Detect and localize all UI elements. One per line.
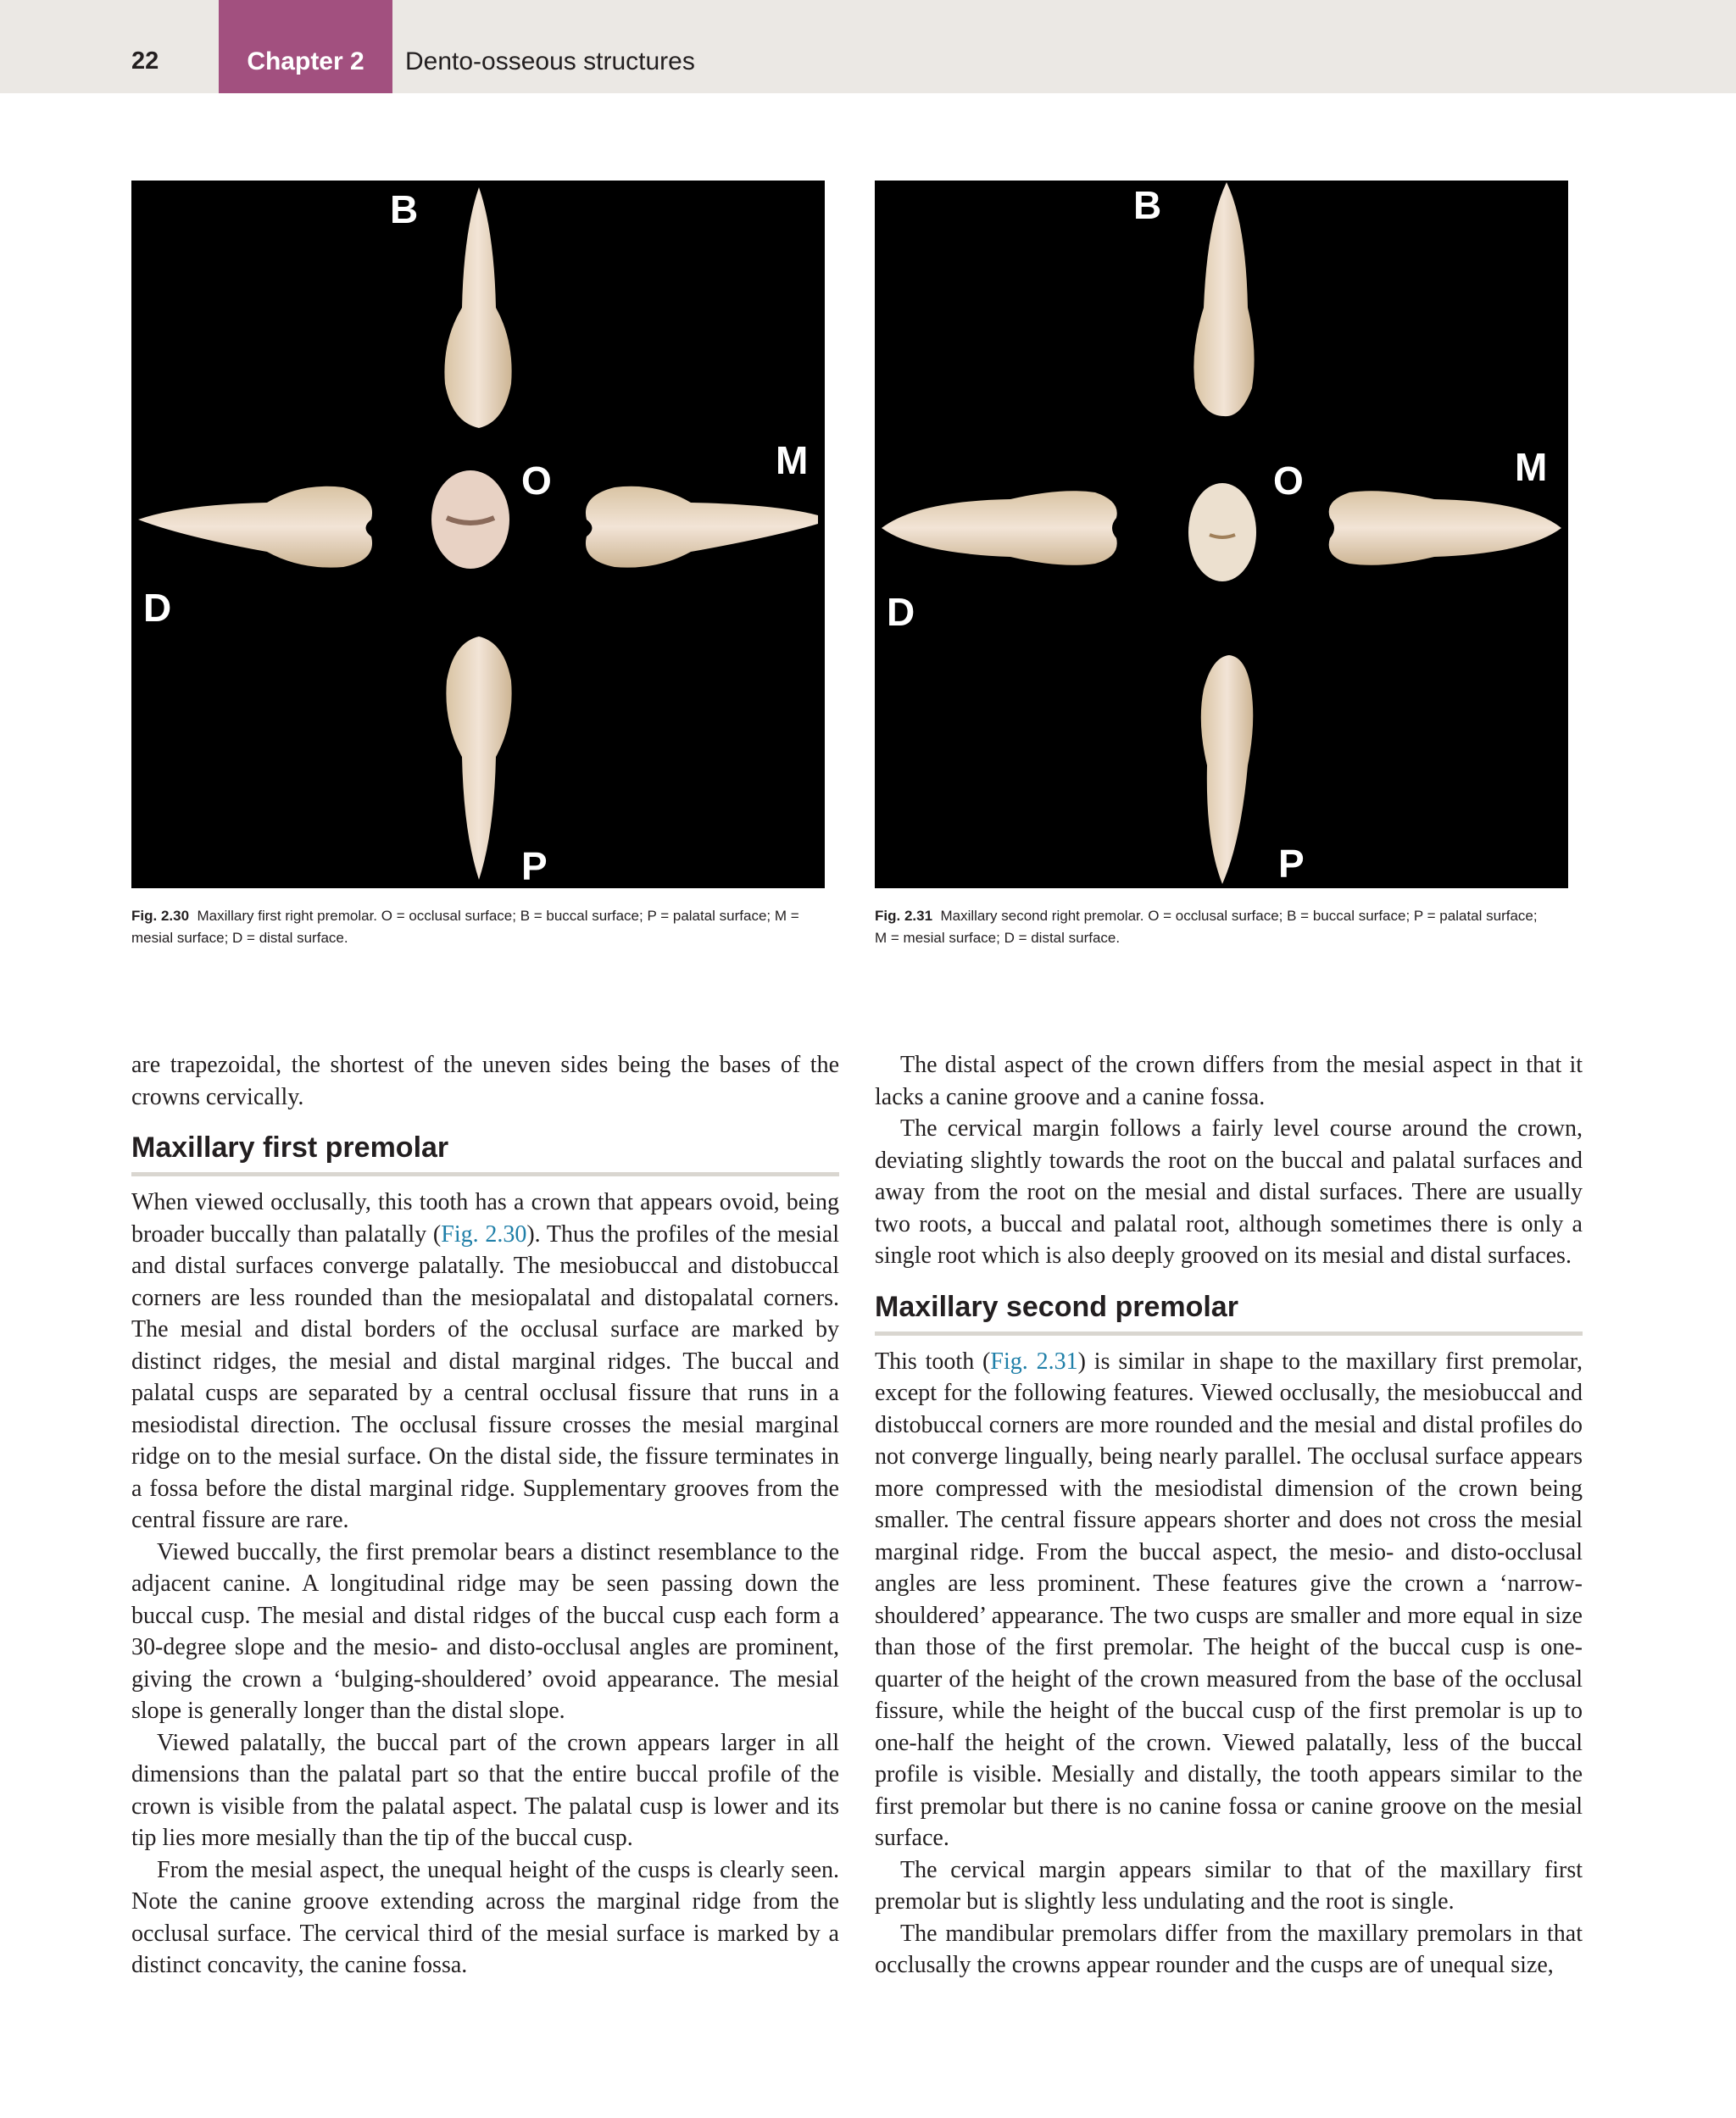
section-heading-second-premolar: Maxillary second premolar xyxy=(875,1289,1583,1336)
paragraph xyxy=(875,1346,1583,1854)
left-column xyxy=(131,1049,839,1982)
figure-2-31 xyxy=(875,181,1568,888)
caption-text: Maxillary first right premolar. O = occlusal surface; B = buccal surface; P = palatal surface; M = mesial surface; D = distal surface. xyxy=(131,908,799,946)
label-b: B xyxy=(1133,183,1162,227)
chapter-tab xyxy=(219,0,392,93)
label-d: D xyxy=(143,586,172,630)
paragraph: Viewed palatally, the buccal part of the crown appears larger in all dimensions than the palatal part so that the entire buccal profile of the crown is visible from the palatal aspect. The palatal cusp is lower and its tip lies more mesially than the tip of the buccal cusp. xyxy=(131,1729,839,1851)
caption-text: Maxillary second right premolar. O = occlusal surface; B = buccal surface; P = palatal surface; M = mesial surface; D = distal surface. xyxy=(875,908,1538,946)
paragraph: The cervical margin appears similar to that of the maxillary first premolar but is slightly less undulating and the root is single. xyxy=(875,1856,1583,1915)
section-heading-first-premolar: Maxillary first premolar xyxy=(131,1130,839,1176)
figure-2-30 xyxy=(131,181,825,888)
figure-link-2-30[interactable]: Fig. 2.30 xyxy=(441,1220,527,1248)
label-p: P xyxy=(1278,842,1305,886)
label-m: M xyxy=(1515,445,1548,489)
chapter-title: Dento-osseous structures xyxy=(405,47,695,75)
label-p: P xyxy=(521,844,548,888)
text-run: This tooth ( xyxy=(875,1348,991,1375)
text-run: When viewed occlusally, this tooth has a crown that appears ovoid, being broader buccally than palatally ( xyxy=(131,1189,839,1248)
label-o: O xyxy=(1273,459,1304,503)
tooth-photo-second-premolar xyxy=(875,181,1568,888)
caption-fig-2-31 xyxy=(875,905,1544,949)
label-b: B xyxy=(390,187,419,231)
label-o: O xyxy=(521,459,552,503)
paragraph: are trapezoidal, the shortest of the uneven sides being the bases of the crowns cervically. xyxy=(131,1052,839,1110)
paragraph: The mandibular premolars differ from the maxillary premolars in that occlusally the crowns appear rounder and the cusps are of unequal size, xyxy=(875,1920,1583,1978)
paragraph: From the mesial aspect, the unequal height of the cusps is clearly seen. Note the canine groove extending across the marginal ridge from the occlusal surface. The cervical third of the mesial surface is marked by a distinct concavity, the canine fossa. xyxy=(131,1856,839,1978)
text-run: ). Thus the profiles of the mesial and distal surfaces converge palatally. The mesiobuccal and distobuccal corners are less rounded than the mesiopalatal and distopalatal corners. The mesial and distal borders of the occlusal surface are marked by distinct ridges, the mesial and distal marginal ridges. The buccal and palatal cusps are separated by a central occlusal fissure that runs in a mesiodistal direction. The occlusal fissure crosses the mesial marginal ridge on to the mesial surface. On the distal side, the fissure terminates in a fossa before the distal marginal ridge. Supplementary grooves from the central fissure are rare. xyxy=(131,1220,839,1533)
caption-number: Fig. 2.31 xyxy=(875,908,933,924)
chapter-label: Chapter 2 xyxy=(247,47,364,75)
right-column xyxy=(875,1049,1583,1982)
figure-link-2-31[interactable]: Fig. 2.31 xyxy=(990,1348,1078,1375)
paragraph: The cervical margin follows a fairly level course around the crown, deviating slightly towards the root on the buccal and palatal surfaces and away from the root on the mesial and distal surfaces. There are usually two roots, a buccal and palatal root, although sometimes there is only a single root which is also deeply grooved on its mesial and distal surfaces. xyxy=(875,1115,1583,1269)
caption-fig-2-30 xyxy=(131,905,801,949)
tooth-photo-first-premolar xyxy=(131,181,825,888)
paragraph xyxy=(131,1187,839,1537)
caption-number: Fig. 2.30 xyxy=(131,908,190,924)
running-header xyxy=(0,0,1736,93)
paragraph: The distal aspect of the crown differs from the mesial aspect in that it lacks a canine groove and a canine fossa. xyxy=(875,1052,1583,1110)
label-m: M xyxy=(776,438,809,482)
paragraph: Viewed buccally, the first premolar bears a distinct resemblance to the adjacent canine. A longitudinal ridge may be seen passing down the buccal cusp. The mesial and distal ridges of the buccal cusp each form a 30-degree slope and the mesio- and disto-occlusal angles are prominent, giving the crown a ‘bulging-shouldered’ ovoid appearance. The mesial slope is generally longer than the distal slope. xyxy=(131,1538,839,1724)
page-number: 22 xyxy=(131,47,159,75)
text-run: ) is similar in shape to the maxillary first premolar, except for the following features. Viewed occlusally, the mesiobuccal and distobuccal corners are more rounded and the mesial and distal profiles do not converge lingually, being nearly parallel. The occlusal surface appears more compressed with the mesiodistal dimension of the crown being smaller. The central fissure appears shorter and does not cross the mesial marginal ridge. From the buccal aspect, the mesio- and disto-occlusal angles are less prominent. These features give the crown a ‘narrow-shouldered’ appearance. The two cusps are smaller and more equal in size than those of the first premolar. The height of the buccal cusp is one-quarter of the height of the crown measured from the base of the occlusal fissure, while the height of the buccal cusp of the first premolar is up to one-half the height of the crown. Viewed palatally, less of the buccal profile is visible. Mesially and distally, the tooth appears similar to the first premolar but there is no canine fossa or canine groove on the mesial surface. xyxy=(875,1348,1583,1851)
label-d: D xyxy=(887,590,915,634)
